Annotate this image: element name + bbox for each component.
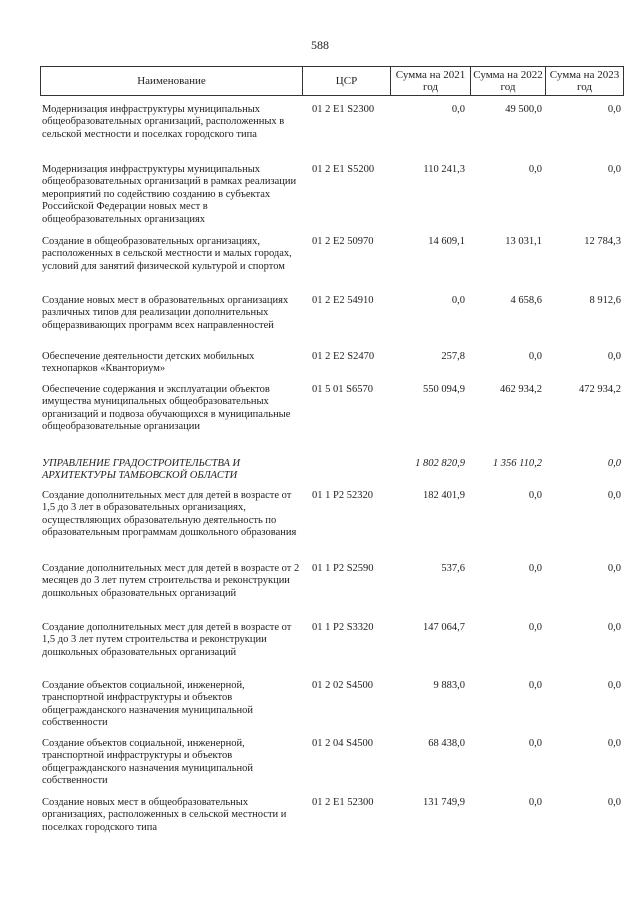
row-name: Создание дополнительных мест для детей в возрасте от 1,5 до 3 лет в образовательных организациях, осуществляющих образовательную деятельность по образовательным программам дошкольного образования [42, 490, 297, 539]
row-value-2023: 0,0 [607, 563, 621, 574]
row-value-2021: 147 064,7 [423, 622, 465, 633]
row-value-2021: 0,0 [451, 295, 465, 306]
row-value-2021: 257,8 [441, 351, 465, 362]
row-value-2022: 0,0 [528, 351, 542, 362]
row-value-2022: 1 356 110,2 [492, 458, 542, 469]
row-name: Создание дополнительных мест для детей в возрасте от 1,5 до 3 лет путем строительства и реконструкции дошкольных образовательных организаций [42, 622, 292, 658]
row-name: Создание объектов социальной, инженерной, транспортной инфраструктуры и объектов общегражданского назначения муниципальной собственности [42, 680, 254, 729]
section-title: УПРАВЛЕНИЕ ГРАДОСТРОИТЕЛЬСТВА И АРХИТЕКТУРЫ ТАМБОВСКОЙ ОБЛАСТИ [42, 458, 241, 482]
row-name: Модернизация инфраструктуры муниципальных общеобразовательных организаций, расположенных в сельской местности и поселках городского типа [42, 104, 285, 140]
row-value-2023: 0,0 [607, 797, 621, 808]
row-value-2022: 0,0 [528, 797, 542, 808]
row-value-2022: 0,0 [528, 164, 542, 175]
row-value-2023: 0,0 [607, 164, 621, 175]
row-value-2023: 0,0 [607, 104, 621, 115]
row-csr: 01 2 04 S4500 [312, 738, 373, 749]
header-2022: Сумма на 2022 год [471, 67, 546, 95]
row-value-2023: 0,0 [607, 622, 621, 633]
row-value-2021: 9 883,0 [433, 680, 465, 691]
row-name: Создание новых мест в общеобразовательных организациях, расположенных в сельской местности и поселках городского типа [42, 797, 287, 833]
row-value-2022: 0,0 [528, 490, 542, 501]
row-value-2021: 68 438,0 [428, 738, 465, 749]
row-value-2021: 550 094,9 [423, 384, 465, 395]
header-2023: Сумма на 2023 год [549, 69, 620, 93]
row-value-2023: 0,0 [607, 351, 621, 362]
row-value-2023: 0,0 [607, 680, 621, 691]
row-csr: 01 1 P2 S3320 [312, 622, 374, 633]
row-value-2022: 4 658,6 [510, 295, 542, 306]
row-name: Создание новых мест в образовательных организациях различных типов для реализации дополнительных общеразвивающих программ всех направленностей [42, 295, 289, 331]
header-name: Наименование [41, 67, 303, 95]
row-value-2023: 0,0 [607, 738, 621, 749]
row-value-2022: 49 500,0 [505, 104, 542, 115]
row-value-2023: 472 934,2 [579, 384, 621, 395]
row-csr: 01 2 02 S4500 [312, 680, 373, 691]
row-name: Создание дополнительных мест для детей в возрасте от 2 месяцев до 3 лет путем строительства и реконструкции дошкольных образовательных организаций [42, 563, 300, 599]
row-csr: 01 1 P2 S2590 [312, 563, 374, 574]
row-value-2021: 110 241,3 [423, 164, 465, 175]
row-csr: 01 2 E2 50970 [312, 236, 374, 247]
row-csr: 01 2 E1 S2300 [312, 104, 375, 115]
row-name: Создание в общеобразовательных организациях, расположенных в сельской местности и малых городах, условий для занятий физической культурой и спортом [42, 236, 292, 272]
row-csr: 01 2 E1 S5200 [312, 164, 375, 175]
row-value-2022: 0,0 [528, 563, 542, 574]
row-value-2023: 0,0 [607, 458, 621, 469]
row-value-2021: 182 401,9 [423, 490, 465, 501]
row-value-2021: 537,6 [441, 563, 465, 574]
row-csr: 01 1 P2 52320 [312, 490, 373, 501]
header-csr: ЦСР [303, 67, 391, 95]
header-2021: Сумма на 2021 год [391, 67, 471, 95]
row-value-2021: 131 749,9 [423, 797, 465, 808]
row-value-2021: 0,0 [451, 104, 465, 115]
row-name: Обеспечение содержания и эксплуатации объектов имущества муниципальных общеобразовательных организаций и подвоза обучающихся в муниципальные общеобразовательные организации [42, 384, 291, 433]
row-name: Создание объектов социальной, инженерной, транспортной инфраструктуры и объектов общегражданского назначения муниципальной собственности [42, 738, 254, 787]
row-value-2022: 462 934,2 [500, 384, 542, 395]
page-number: 588 [311, 38, 329, 52]
row-csr: 01 5 01 S6570 [312, 384, 373, 395]
row-value-2021: 14 609,1 [428, 236, 465, 247]
row-value-2022: 0,0 [528, 622, 542, 633]
row-value-2022: 13 031,1 [505, 236, 542, 247]
row-value-2022: 0,0 [528, 738, 542, 749]
row-value-2023: 12 784,3 [584, 236, 621, 247]
row-value-2023: 8 912,6 [589, 295, 621, 306]
row-value-2021: 1 802 820,9 [415, 458, 465, 469]
row-csr: 01 2 E2 54910 [312, 295, 374, 306]
row-name: Обеспечение деятельности детских мобильных технопарков «Кванториум» [42, 351, 255, 375]
row-value-2023: 0,0 [607, 490, 621, 501]
row-csr: 01 2 E2 S2470 [312, 351, 375, 362]
table-header [40, 66, 624, 96]
row-name: Модернизация инфраструктуры муниципальных общеобразовательных организаций в рамках реализации мероприятий по содействию созданию в субъектах Российской Федерации новых мест в общеобразовательных организациях [42, 164, 297, 225]
row-csr: 01 2 E1 52300 [312, 797, 374, 808]
row-value-2022: 0,0 [528, 680, 542, 691]
